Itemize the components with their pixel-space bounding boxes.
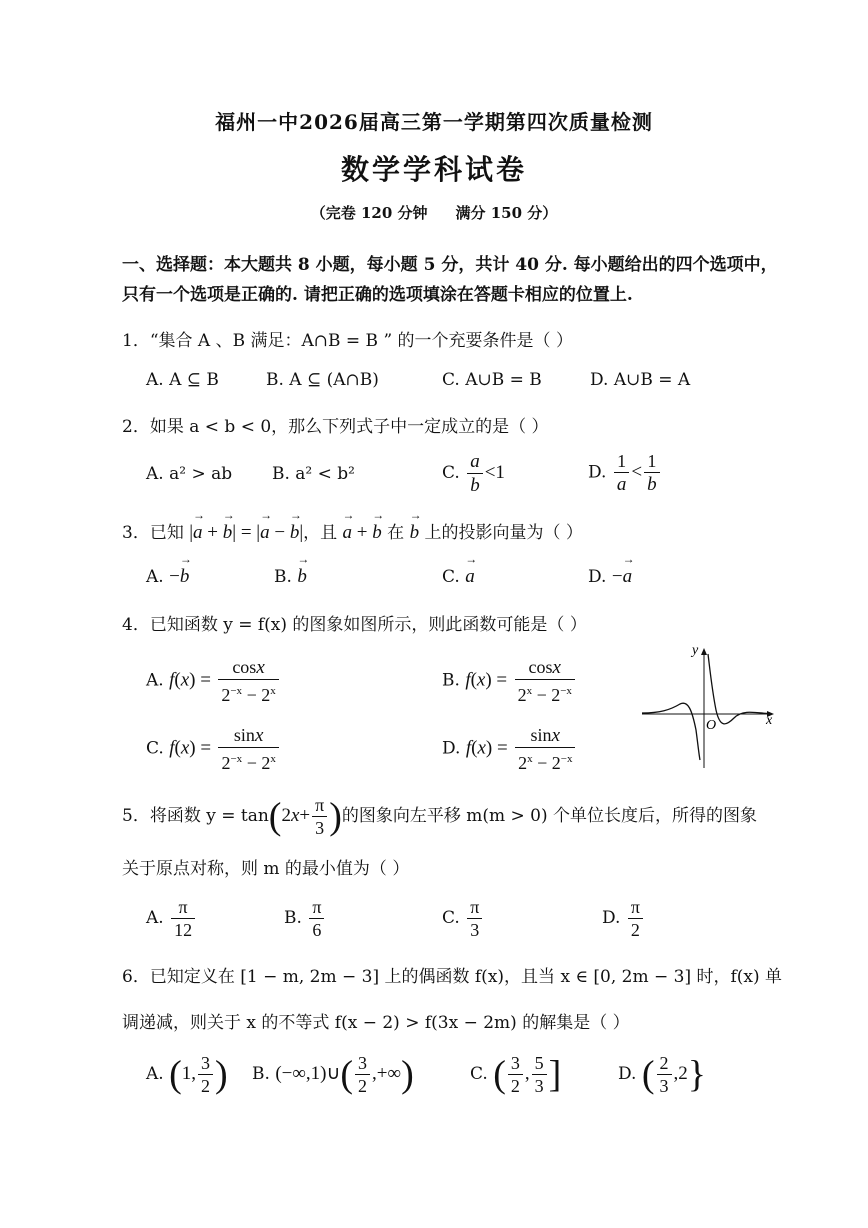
exam-title: 福州一中2026届高三第一学期第四次质量检测 (215, 110, 653, 134)
q5-stem-line2: 关于原点对称，则 m 的最小值为（ ） (122, 859, 410, 879)
q2-stem: 2．如果 a < b < 0，那么下列式子中一定成立的是（ ） (122, 417, 549, 437)
q5-option-b: B. $\frac{\pi}{6}$ (284, 896, 326, 941)
q4-option-b: B. f(x) = $\frac{\cos x}{2^x - 2^{-x}}$ (442, 656, 577, 706)
q5-option-c: C. $\frac{\pi}{3}$ (442, 896, 484, 941)
q6-option-a: A. (1, $\frac{3}{2}$ ) (146, 1053, 228, 1096)
q6-stem-line1: 6．已知定义在 [1 − m, 2m − 3] 上的偶函数 f(x)，且当 x ∈ [0, 2m − 3] 时，f(x) 单 (122, 967, 783, 987)
q5-option-d: D. $\frac{\pi}{2}$ (602, 896, 645, 941)
q1-option-c: C. A∪B = B (442, 370, 542, 390)
graph-y-arrow (701, 648, 707, 655)
q4-stem: 4．已知函数 y = f(x) 的图象如图所示，则此函数可能是（ ） (122, 615, 587, 635)
q6-option-b: B. (−∞,1)∪( $\frac{3}{2}$ ,+∞) (252, 1053, 414, 1096)
exam-score: 满分 150 分） (455, 204, 558, 222)
exam-time: （完卷 120 分钟 (310, 204, 428, 222)
graph-curve-left (642, 703, 700, 760)
q5-option-a: A. $\frac{\pi}{12}$ (146, 896, 197, 941)
q1-stem: 1．“集合 A 、B 满足：A∩B = B ” 的一个充要条件是（ ） (122, 331, 573, 351)
q4-function-graph (640, 640, 780, 770)
q2-option-b: B. a² < b² (272, 464, 355, 484)
graph-x-label: x (766, 713, 773, 728)
q2-option-c-label: C. (442, 463, 460, 483)
exam-subtitle (0, 202, 868, 223)
q6-option-d: D. ( $\frac{2}{3}$ ,2} (618, 1053, 706, 1096)
q1-option-b: B. A ⊆ (A∩B) (266, 370, 379, 390)
q4-option-c: C. f(x) = $\frac{\sin x}{2^{-x} - 2^x}$ (146, 724, 281, 774)
q4-option-a: A. f(x) = $\frac{\cos x}{2^{-x} - 2^x}$ (146, 656, 281, 706)
q5-stem-line1: 5．将函数 y = tan(2x+ $\frac{\pi}{3}$ )的图象向左平移 m(m > 0) 个单位长度后，所得的图象 (122, 795, 758, 838)
q3-option-c: C. → a (442, 566, 475, 588)
q1-option-d: D. A∪B = A (590, 370, 691, 390)
section-instructions-line1: 一、选择题：本大题共 8 小题，每小题 5 分，共计 40 分. 每小题给出的四个选项中， (122, 255, 778, 275)
q2-option-d-label: D. (588, 462, 607, 483)
graph-y-label: y (692, 643, 699, 658)
graph-curve-right (708, 654, 772, 724)
q6-option-c: C. ( $\frac{3}{2}$ , $\frac{5}{3}$ ] (470, 1053, 562, 1096)
q4-option-d: D. f(x) = $\frac{\sin x}{2^x - 2^{-x}}$ (442, 724, 577, 774)
q3-option-b: B. → b (274, 566, 307, 588)
q2-option-c: C. $\frac{a}{b}$ <1 (442, 451, 505, 496)
q6-stem-line2: 调递减，则关于 x 的不等式 f(x − 2) > f(3x − 2m) 的解集是（ ） (122, 1013, 630, 1033)
q2-option-a: A. a² > ab (146, 464, 233, 484)
q3-option-d: D. −→ a (588, 566, 632, 588)
q3-stem: 3．已知 |→ a + → b| = |→ a − → b|，且 → a + → b 在 → b 上的投影向量为（ ） (122, 518, 583, 544)
q2-option-d: D. $\frac{1}{a}$ < $\frac{1}{b}$ (588, 450, 662, 496)
q1-option-a: A. A ⊆ B (146, 370, 219, 390)
graph-origin-label: O (706, 718, 717, 733)
section-instructions-line2: 只有一个选项是正确的. 请把正确的选项填涂在答题卡相应的位置上. (122, 285, 633, 305)
q3-option-a: A. −→ b (146, 566, 189, 588)
exam-subject: 数学学科试卷 (340, 153, 527, 186)
